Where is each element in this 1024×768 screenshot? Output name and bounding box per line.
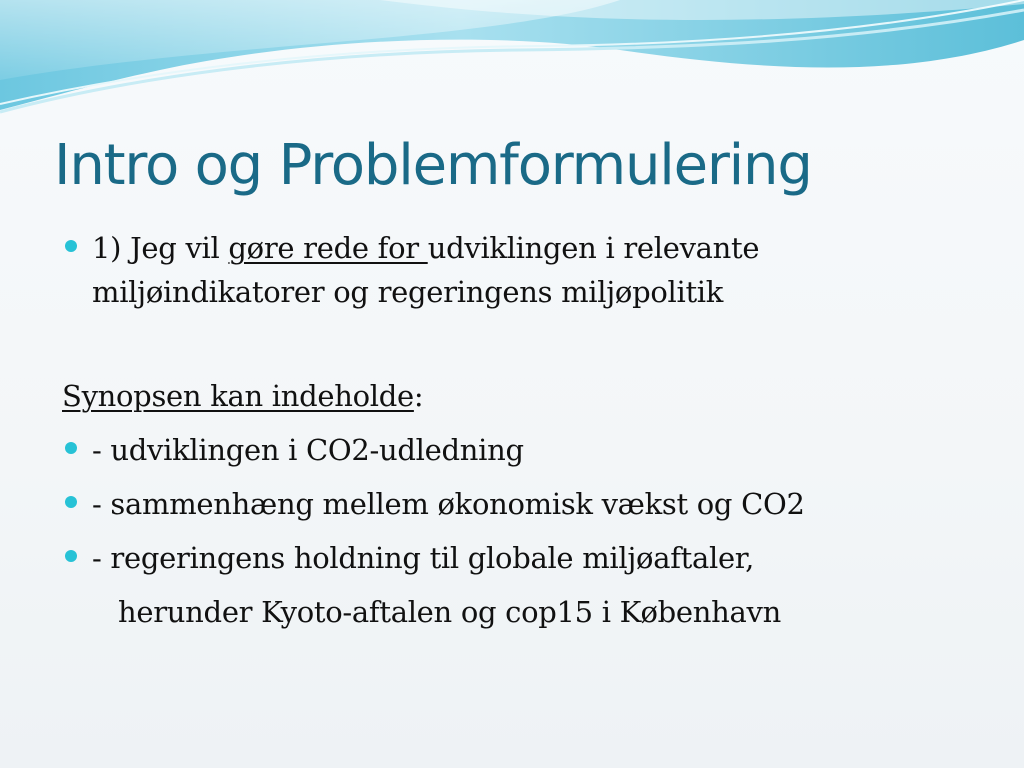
slide-title: Intro og Problemformulering [54,133,812,198]
bullet-dot-icon [65,550,77,562]
bullet-text: - regeringens holdning til globale miljøaftaler, [92,541,755,575]
continuation-text: herunder Kyoto-aftalen og cop15 i København [118,595,781,629]
list-item-point-1 [62,226,962,270]
point1-line-2 [62,270,962,314]
point1-emphasis: gøre rede for [228,231,428,265]
point1-rest: udviklingen i relevante [427,231,760,265]
header-wave-decoration [0,0,1024,130]
point1-line2-text: miljøindikatorer og regeringens miljøpolitik [92,275,724,309]
list-item-continuation [62,590,962,634]
bullet-dot-icon [65,496,77,508]
bullet-text: - sammenhæng mellem økonomisk vækst og CO2 [92,487,805,521]
list-item [62,536,962,580]
bullet-text: - udviklingen i CO2-udledning [92,433,524,467]
subheading-text: Synopsen kan indeholde [62,379,414,413]
list-item [62,428,962,472]
bullet-dot-icon [65,442,77,454]
slide-body [62,226,962,634]
bullet-dot-icon [65,240,77,252]
subheading-colon: : [413,379,424,413]
list-item [62,482,962,526]
point1-prefix: 1) Jeg vil [92,231,229,265]
subheading [62,374,962,418]
